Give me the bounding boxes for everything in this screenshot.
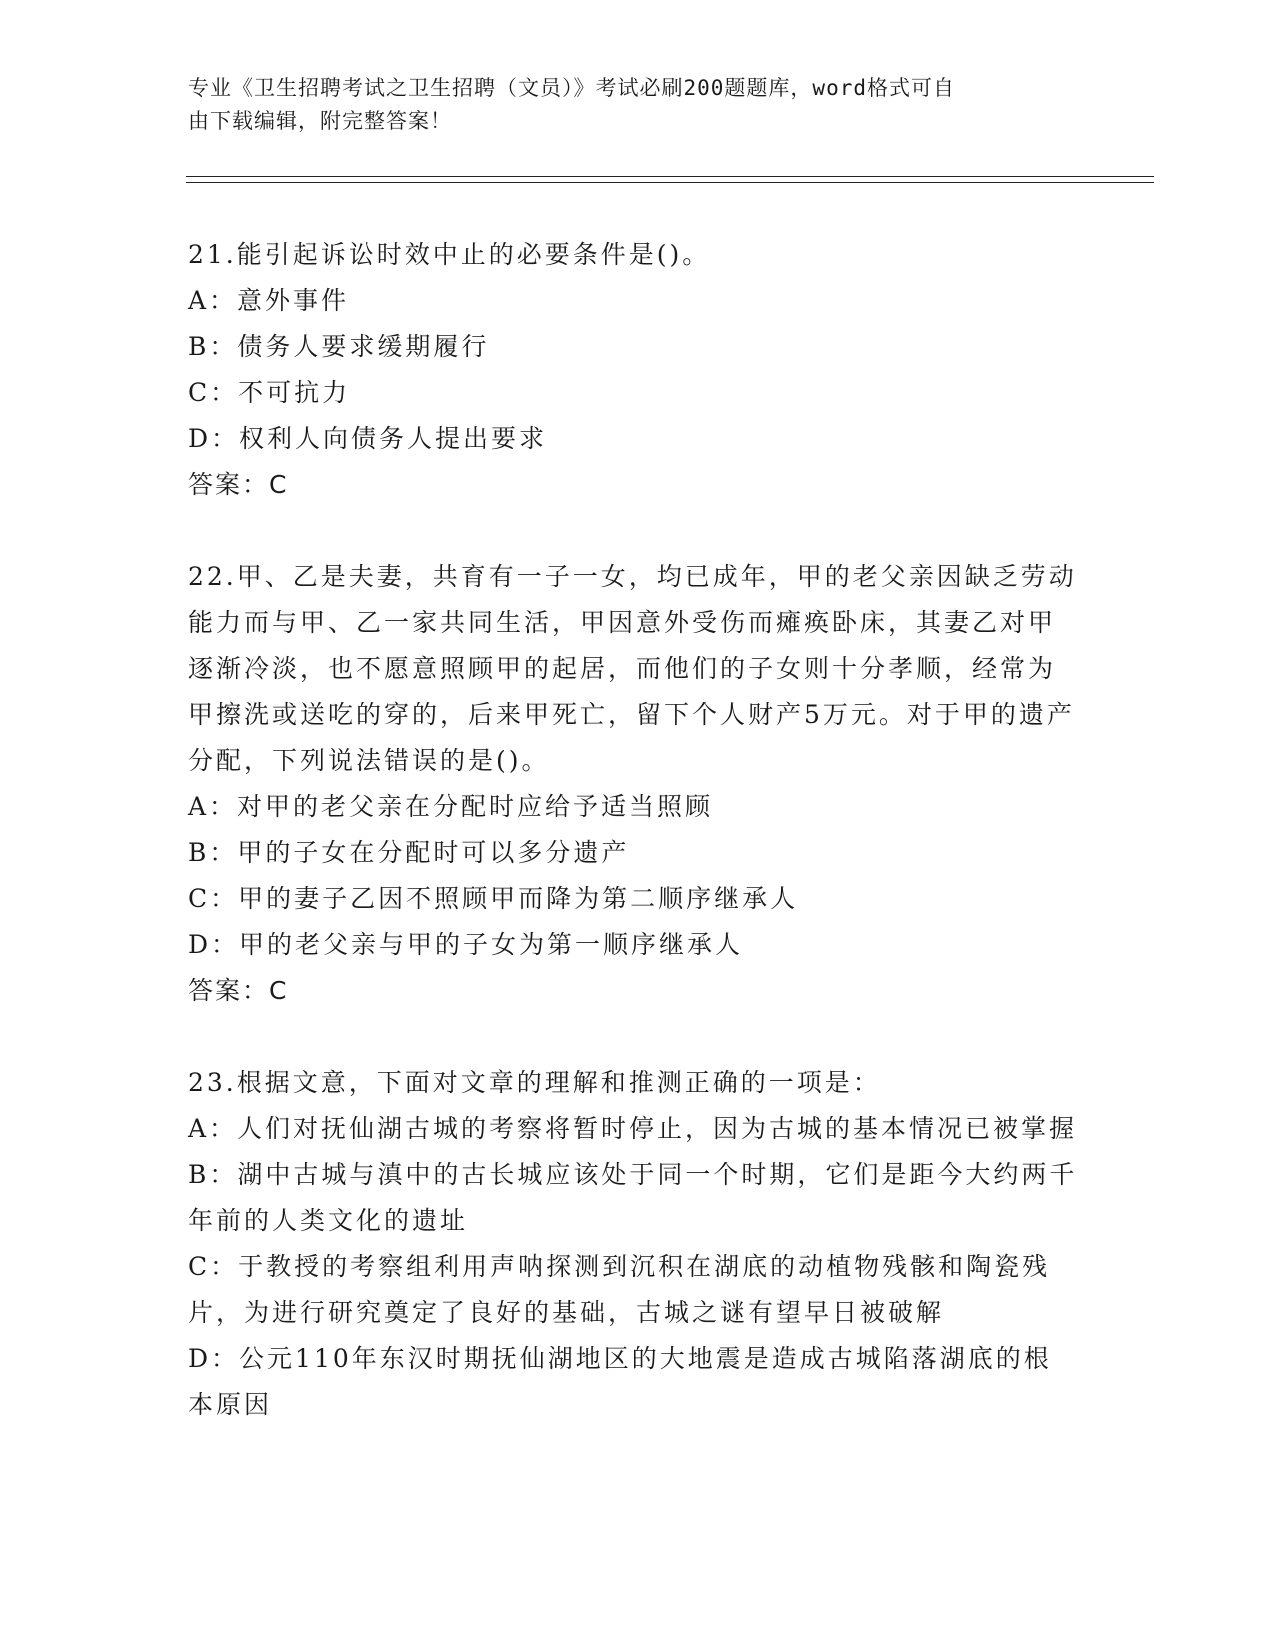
document-header bbox=[188, 72, 1068, 138]
header-line-1: 专业《卫生招聘考试之卫生招聘（文员）》考试必刷200题题库，word格式可自 bbox=[188, 76, 955, 100]
question-text: 23.根据文意，下面对文章的理解和推测正确的一项是： bbox=[188, 1068, 881, 1097]
question-23 bbox=[188, 1060, 1078, 1428]
option-c: C：甲的妻子乙因不照顾甲而降为第二顺序继承人 bbox=[188, 884, 799, 913]
option-b: B：甲的子女在分配时可以多分遗产 bbox=[188, 838, 630, 867]
option-a: A：人们对抚仙湖古城的考察将暂时停止，因为古城的基本情况已被掌握 bbox=[188, 1114, 1078, 1143]
option-d: D：甲的老父亲与甲的子女为第一顺序继承人 bbox=[188, 930, 744, 959]
question-text: 21.能引起诉讼时效中止的必要条件是()。 bbox=[188, 240, 711, 269]
option-c: C：不可抗力 bbox=[188, 378, 351, 407]
option-b: B：湖中古城与滇中的古长城应该处于同一个时期，它们是距今大约两千年前的人类文化的遗址 bbox=[188, 1160, 1078, 1235]
question-text: 22.甲、乙是夫妻，共育有一子一女，均已成年，甲的老父亲因缺乏劳动能力而与甲、乙一家共同生活，甲因意外受伤而瘫痪卧床，其妻乙对甲逐渐冷淡，也不愿意照顾甲的起居，而他们的子女则十分孝顺，经常为甲擦洗或送吃的穿的，后来甲死亡，留下个人财产5万元。对于甲的遗产分配，下列说法错误的是()。 bbox=[188, 562, 1077, 775]
header-divider-top bbox=[186, 176, 1154, 177]
option-a: A：对甲的老父亲在分配时应给予适当照顾 bbox=[188, 792, 714, 821]
header-line-2: 由下载编辑，附完整答案！ bbox=[188, 109, 452, 133]
header-divider-bottom bbox=[186, 182, 1154, 183]
option-d: D：权利人向债务人提出要求 bbox=[188, 424, 548, 453]
question-21 bbox=[188, 232, 1078, 508]
answer-label: 答案：C bbox=[188, 976, 289, 1005]
answer-label: 答案：C bbox=[188, 470, 289, 499]
questions-list bbox=[188, 232, 1078, 1474]
option-d: D：公元110年东汉时期抚仙湖地区的大地震是造成古城陷落湖底的根本原因 bbox=[188, 1344, 1052, 1419]
option-c: C：于教授的考察组利用声呐探测到沉积在湖底的动植物残骸和陶瓷残片，为进行研究奠定了良好的基础，古城之谜有望早日被破解 bbox=[188, 1252, 1051, 1327]
question-22 bbox=[188, 554, 1078, 1014]
option-a: A：意外事件 bbox=[188, 286, 350, 315]
option-b: B：债务人要求缓期履行 bbox=[188, 332, 490, 361]
